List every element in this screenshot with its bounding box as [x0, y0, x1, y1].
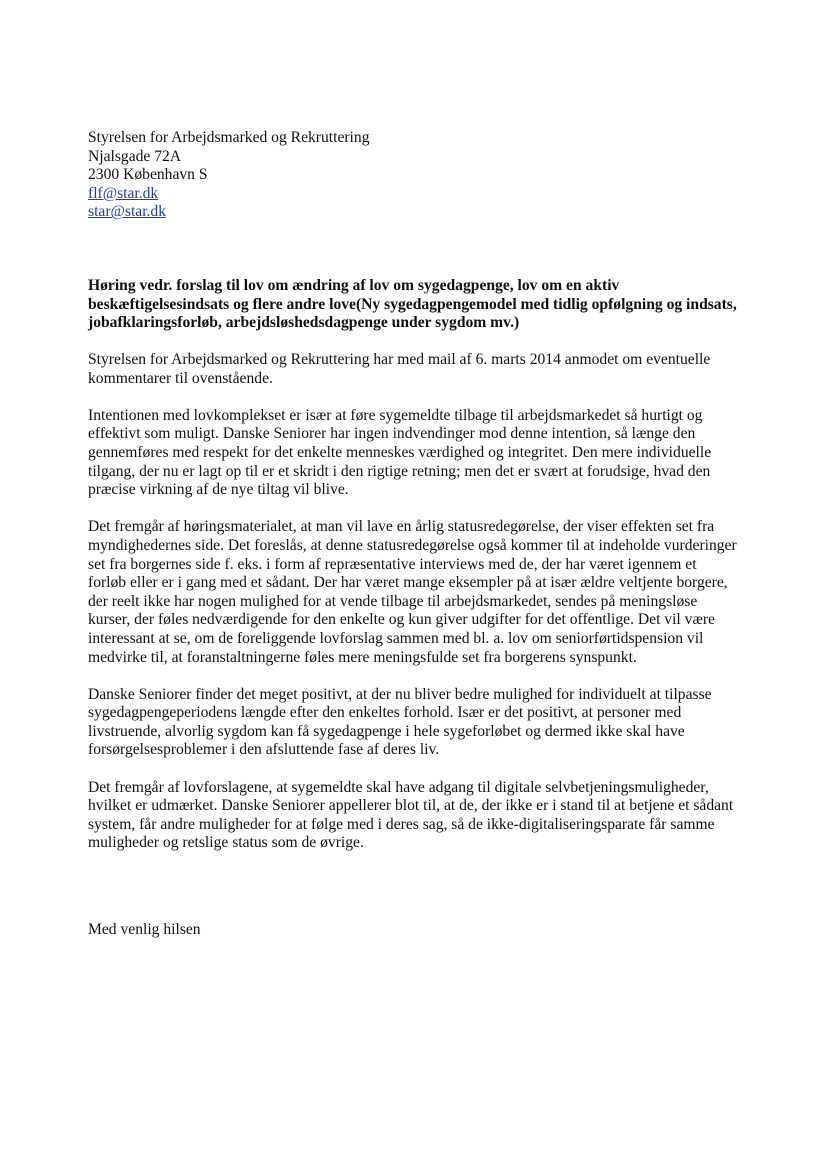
recipient-address-block: [88, 129, 370, 222]
paragraph-digital-self-service: Det fremgår af lovforslagene, at sygemeldte skal have adgang til digitale selvbetjeningsmuligheder, hvilket er udmærket. Danske Seniorer appellerer blot til, at de, der ikke er i stand til at betjene et sådant system, får andre muligheder for at følge med i deres sag, så de ikke-digitaliseringsparate får samme muligheder og retslige status som de øvrige.: [88, 778, 734, 852]
letter-closing: Med venlig hilsen: [88, 921, 201, 938]
paragraph-intention: Intentionen med lovkomplekset er især at føre sygemeldte tilbage til arbejdsmarkedet så hurtigt og effektivt som muligt. Danske Seniorer har ingen indvendinger mod denne intention, så længe den gennemføres med respekt for det enkelte menneskes værdighed og integritet. Den mere individuelle tilgang, der nu er lagt op til er et skridt i den rigtige retning; men det er svært at forudsige, hvad den præcise virkning af de nye tiltag vil blive.: [88, 406, 712, 499]
letter-subject-heading: Høring vedr. forslag til lov om ændring af lov om sygedagpenge, lov om en aktiv beskæftigelsesindsats og flere andre love(Ny sygedagpengemodel med tidlig opfølgning og indsats, jobafklaringsforløb, arbejdsløshedsdagpenge under sygdom mv.): [88, 277, 737, 332]
letter-body: [88, 351, 738, 872]
recipient-email-line-2: [88, 203, 370, 222]
email-link-flf[interactable]: flf@star.dk: [88, 184, 159, 202]
recipient-street: Njalsgade 72A: [88, 147, 182, 165]
recipient-email-line-1: [88, 185, 370, 204]
paragraph-sick-pay-period: Danske Seniorer finder det meget positivt, at der nu bliver bedre mulighed for individuelt at tilpasse sygedagpengeperiodens længde efter den enkeltes forhold. Især er det positivt, at personer med livstruende, alvorlig sygdom kan få sygedagpenge i hele sygeforløbet og dermed ikke skal have forsørgelsesproblemer i den afsluttende fase af deres liv.: [88, 685, 712, 759]
paragraph-status-report: Det fremgår af høringsmaterialet, at man vil lave en årlig statusredegørelse, der viser effekten set fra myndighedernes side. Det foreslås, at denne statusredegørelse også kommer til at indeholde vurderinger set fra borgernes side f. eks. i form af repræsentative interviews med de, der har været igennem et forløb eller er i gang med et sådant. Der har været mange eksempler på at især ældre veltjente borgere, der reelt ikke har nogen mulighed for at vende tilbage til arbejdsmarkedet, sendes på meningsløse kurser, der føles nedværdigende for den enkelte og kun giver udgifter for det offentlige. Det vil være interessant at se, om de foreliggende lovforslag sammen med bl. a. lov om seniorførtidspension vil medvirke til, at foranstaltningerne føles mere meningsfulde set fra borgerens synspunkt.: [88, 518, 737, 666]
recipient-city: 2300 København S: [88, 166, 208, 184]
paragraph-request: Styrelsen for Arbejdsmarked og Rekruttering har med mail af 6. marts 2014 anmodet om eventuelle kommentarer til ovenstående.: [88, 351, 711, 387]
recipient-name: Styrelsen for Arbejdsmarked og Rekruttering: [88, 129, 370, 146]
email-link-star[interactable]: star@star.dk: [88, 203, 167, 221]
